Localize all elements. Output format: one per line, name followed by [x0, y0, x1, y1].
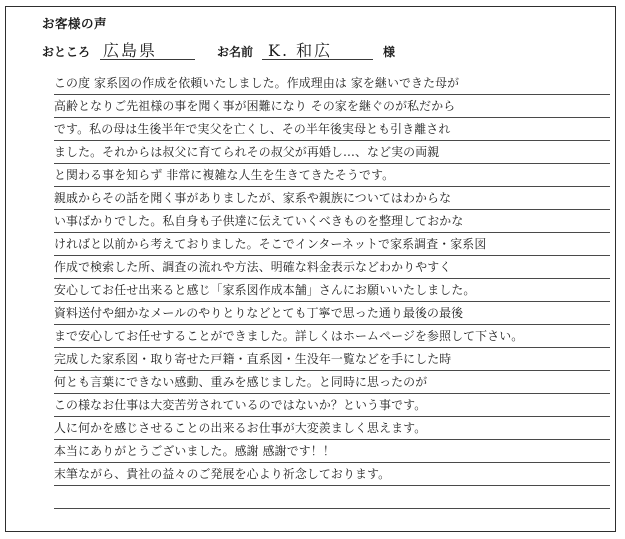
body-text-line: 高齢となりご先祖様の事を聞く事が困難になり その家を継ぐのが私だから — [54, 99, 456, 113]
ruled-line — [54, 164, 610, 187]
honorific-label: 様 — [383, 45, 396, 59]
name-label: お名前 — [217, 45, 254, 59]
name-underline — [262, 59, 373, 60]
ruled-line — [54, 279, 610, 302]
body-text-line: と関わる事を知らず 非常に複雑な人生を生きてきたそうです。 — [54, 168, 395, 182]
body-text-line: 完成した家系図・取り寄せた戸籍・直系図・生没年一覧などを手にした時 — [54, 352, 452, 366]
body-text-line: この様なお仕事は大変苦労されているのではないか？という事です。 — [54, 398, 427, 412]
body-text-line: 本当にありがとうございました。感謝 感謝です！！ — [54, 444, 335, 458]
ruled-line — [54, 486, 610, 509]
address-label: おところ — [42, 45, 91, 59]
ruled-line — [54, 417, 610, 440]
body-text-line: 末筆ながら、貴社の益々のご発展を心より祈念しております。 — [54, 467, 391, 481]
body-text-line: 人に何かを感じさせることの出来るお仕事が大変羨ましく思えます。 — [54, 421, 427, 435]
body-text-line: 親戚からその話を聞く事がありましたが、家系や親族についてはわからな — [54, 191, 452, 205]
body-text-line: ました。それからは叔父に育てられその叔父が再婚し…、など実の両親 — [54, 145, 440, 159]
name-value: K. 和広 — [268, 41, 333, 60]
body-text-line: ければと以前から考えておりました。そこでインターネットで家系調査・家系図 — [54, 237, 487, 251]
body-text-line: まで安心してお任せすることができました。詳しくはホームページを参照して下さい。 — [54, 329, 524, 343]
body-text-line: 資料送付や細かなメールのやりとりなどとても丁寧で思った通り最後の最後 — [54, 306, 464, 320]
message-body — [54, 72, 610, 509]
body-text-line: です。私の母は生後半年で実父を亡くし、その半年後実母とも引き離され — [54, 122, 451, 136]
ruled-line — [54, 118, 610, 141]
ruled-line — [54, 256, 610, 279]
ruled-line — [54, 95, 610, 118]
ruled-line — [54, 233, 610, 256]
ruled-line — [54, 440, 610, 463]
ruled-line — [54, 187, 610, 210]
address-underline — [100, 59, 195, 60]
ruled-line — [54, 325, 610, 348]
body-text-line: い事ばかりでした。私自身も子供達に伝えていくべきものを整理しておかな — [54, 214, 464, 228]
ruled-line — [54, 371, 610, 394]
body-text-line: 作成で検索した所、調査の流れや方法、明確な料金表示などわかりやすく — [54, 260, 452, 274]
ruled-line — [54, 348, 610, 371]
ruled-line — [54, 394, 610, 417]
page-title: お客様の声 — [42, 16, 108, 31]
body-text-line: この度 家系図の作成を依頼いたしました。作成理由は 家を継いできた母が — [54, 76, 460, 90]
ruled-line — [54, 302, 610, 325]
ruled-line — [54, 463, 610, 486]
body-text-line: 安心してお任せ出来ると感じ「家系図作成本舗」さんにお願いいたしました。 — [54, 283, 476, 297]
body-text-line: 何とも言葉にできない感動、重みを感じました。と同時に思ったのが — [54, 375, 428, 389]
address-value: 広島県 — [103, 41, 158, 60]
ruled-line — [54, 141, 610, 164]
ruled-line — [54, 210, 610, 233]
ruled-line — [54, 72, 610, 95]
